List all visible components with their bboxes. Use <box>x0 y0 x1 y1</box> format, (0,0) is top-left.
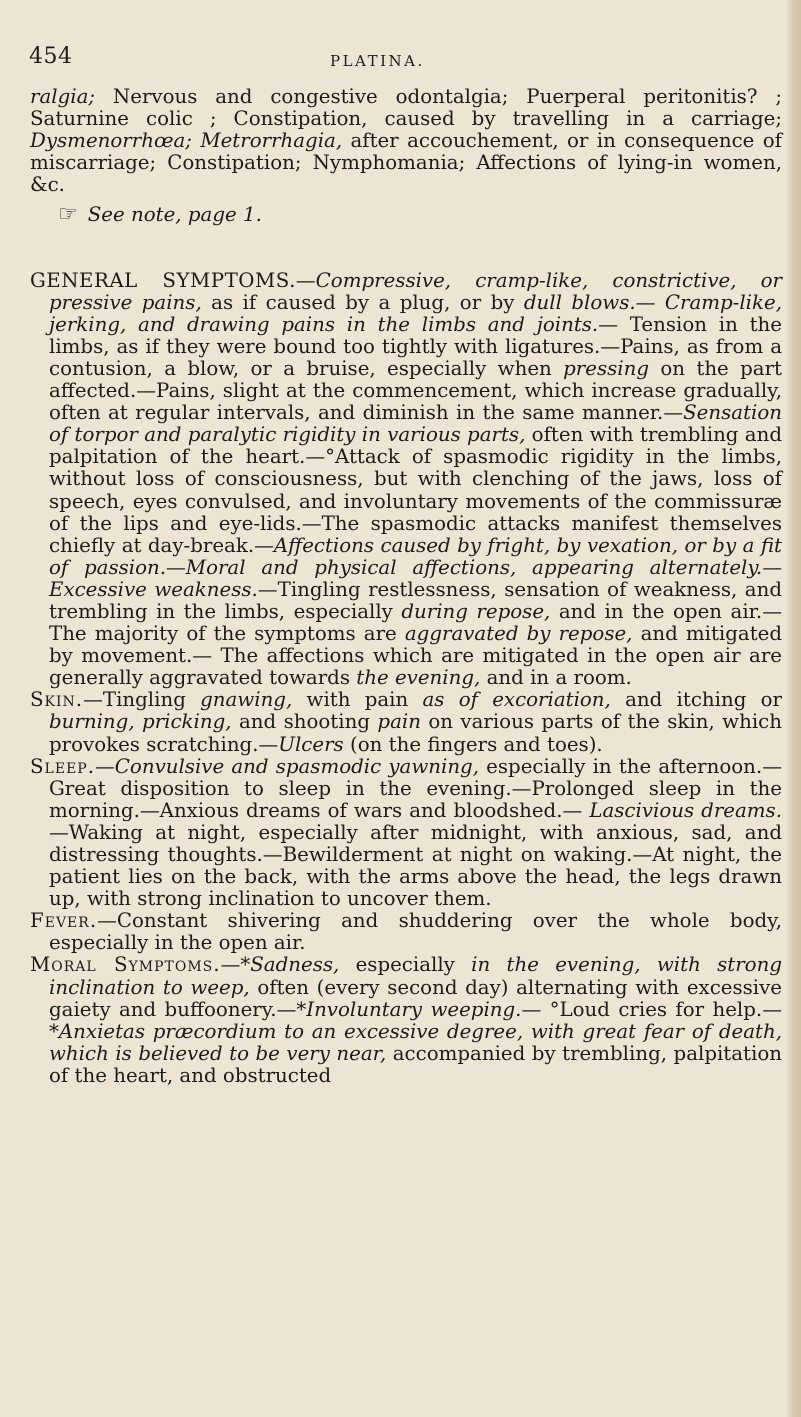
page-body <box>30 86 782 1087</box>
section-fever <box>30 910 782 954</box>
section-sleep <box>30 756 782 911</box>
pointing-hand-icon: ☞ <box>58 202 78 228</box>
page-number: 454 <box>29 44 73 69</box>
see-note <box>58 204 782 226</box>
see-note-text: See note, page 1. <box>87 203 262 227</box>
section-heading: Sleep. <box>30 754 95 778</box>
section-body: —Convulsive and spasmodic yawning, especially in the afternoon.—Great disposition to sleep in the evening.—Prolonged sleep in the morning.—Anxious dreams of wars and bloodshed.— Lascivious dreams.—Waking at night, especially after midnight, with anxious, sad, and distressing thoughts.—Bewilderment at night on waking.—At night, the patient lies on the back, with the arms above the head, the legs drawn up, with strong inclination to uncover them. <box>49 754 782 911</box>
section-heading: GENERAL SYMPTOMS. <box>30 268 296 292</box>
running-title: PLATINA. <box>330 52 425 70</box>
section-body: —*Sadness, especially in the evening, with strong inclination to weep, often (every second day) alternating with excessive gaiety and buffoonery.—*Involuntary weeping.— °Loud cries for help.—*Anxietas præcordium to an excessive degree, with great fear of death, which is believed to be very near, accompanied by trembling, palpitation of the heart, and obstructed <box>49 953 782 1087</box>
page-header <box>0 44 801 78</box>
page-edge <box>787 0 801 1417</box>
section-body: —Constant shivering and shuddering over the whole body, especially in the open air. <box>49 909 782 955</box>
section-body: —Compressive, cramp-like, constrictive, or pressive pains, as if caused by a plug, or by dull blows.— Cramp-like, jerking, and drawing pains in the limbs and joints.— Tension in the limbs, as if they were bound too tightly with ligatures.—Pains, as from a contusion, a blow, or a bruise, especially when pressing on the part affected.—Pains, slight at the commencement, which increase gradually, often at regular intervals, and diminish in the same manner.—Sensation of torpor and paralytic rigidity in various parts, often with trembling and palpitation of the heart.—°Attack of spasmodic rigidity in the limbs, without loss of consciousness, but with clenching of the jaws, loss of speech, eyes convulsed, and involuntary movements of the commissuræ of the lips and eye-lids.—The spasmodic attacks manifest themselves chiefly at day-break.—Affections caused by fright, by vexation, or by a fit of passion.—Moral and physical affections, appearing alternately.—Excessive weakness.—Tingling restlessness, sensation of weakness, and trembling in the limbs, especially during repose, and in the open air.—The majority of the symptoms are aggravated by repose, and mitigated by movement.— The affections which are mitigated in the open air are generally aggravated towards the evening, and in a room. <box>49 268 783 690</box>
section-body: —Tingling gnawing, with pain as of excoriation, and itching or burning, pricking, and shooting pain on various parts of the skin, which provokes scratching.—Ulcers (on the fingers and toes). <box>49 688 782 756</box>
intro-paragraph: ralgia; Nervous and congestive odontalgia; Puerperal peritonitis? ; Saturnine colic ; Constipation, caused by travelling in a carriage; Dysmenorrhœa; Metrorrhagia, after accouchement, or in consequence of miscarriage; Constipation; Nymphomania; Affections of lying-in women, &c. <box>30 85 782 197</box>
section-skin <box>30 689 782 755</box>
section-heading: Skin. <box>30 688 84 712</box>
section-moral-symptoms <box>30 954 782 1087</box>
section-heading: Fever. <box>30 909 98 933</box>
section-heading: Moral Symptoms. <box>30 953 221 977</box>
section-general-symptoms <box>30 270 782 690</box>
section-gap <box>30 227 782 270</box>
